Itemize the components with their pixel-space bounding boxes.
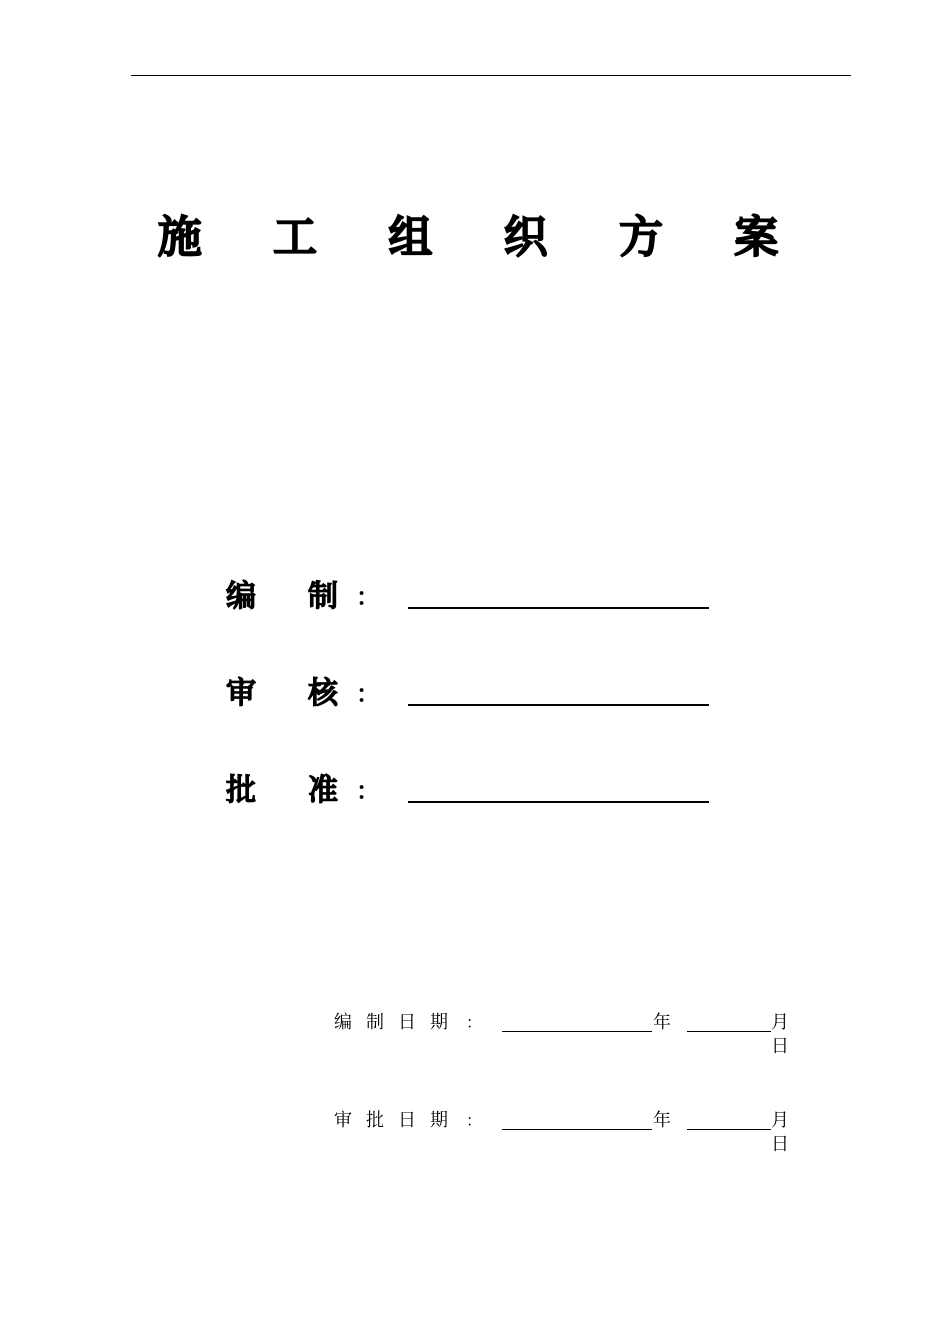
signature-label-char: 批 [226, 773, 256, 808]
signature-label-char: 制 [308, 579, 338, 614]
signature-label-char: 审 [226, 676, 256, 711]
signature-label-char: 核 [308, 676, 338, 711]
signature-row-review [222, 674, 722, 714]
date-row-compile [334, 1010, 804, 1058]
year-blank[interactable] [502, 1129, 652, 1130]
day-unit: 日 [771, 1134, 789, 1155]
month-blank[interactable] [687, 1031, 771, 1032]
signature-row-compile [222, 577, 722, 617]
month-unit: 月 [771, 1012, 789, 1033]
signature-row-approve [222, 771, 722, 811]
signature-line-approve[interactable] [408, 801, 709, 803]
signature-label-char: 编 [226, 579, 256, 614]
month-unit: 月 [771, 1110, 789, 1131]
year-blank[interactable] [502, 1031, 652, 1032]
document-title: 施 工 组 织 方 案 [157, 212, 807, 263]
year-unit: 年 [653, 1110, 671, 1131]
date-colon: ： [466, 1111, 483, 1130]
day-unit: 日 [771, 1036, 789, 1057]
signature-colon: ： [356, 777, 380, 805]
header-rule [131, 75, 851, 76]
date-row-approve [334, 1108, 804, 1156]
month-blank[interactable] [687, 1129, 771, 1130]
signature-label-char: 准 [308, 773, 338, 808]
signature-line-compile[interactable] [408, 607, 709, 609]
year-unit: 年 [653, 1012, 671, 1033]
date-label: 审批日期 [334, 1110, 462, 1131]
signature-colon: ： [356, 583, 380, 611]
date-label: 编制日期 [334, 1012, 462, 1033]
date-colon: ： [466, 1013, 483, 1032]
signature-colon: ： [356, 680, 380, 708]
signature-line-review[interactable] [408, 704, 709, 706]
